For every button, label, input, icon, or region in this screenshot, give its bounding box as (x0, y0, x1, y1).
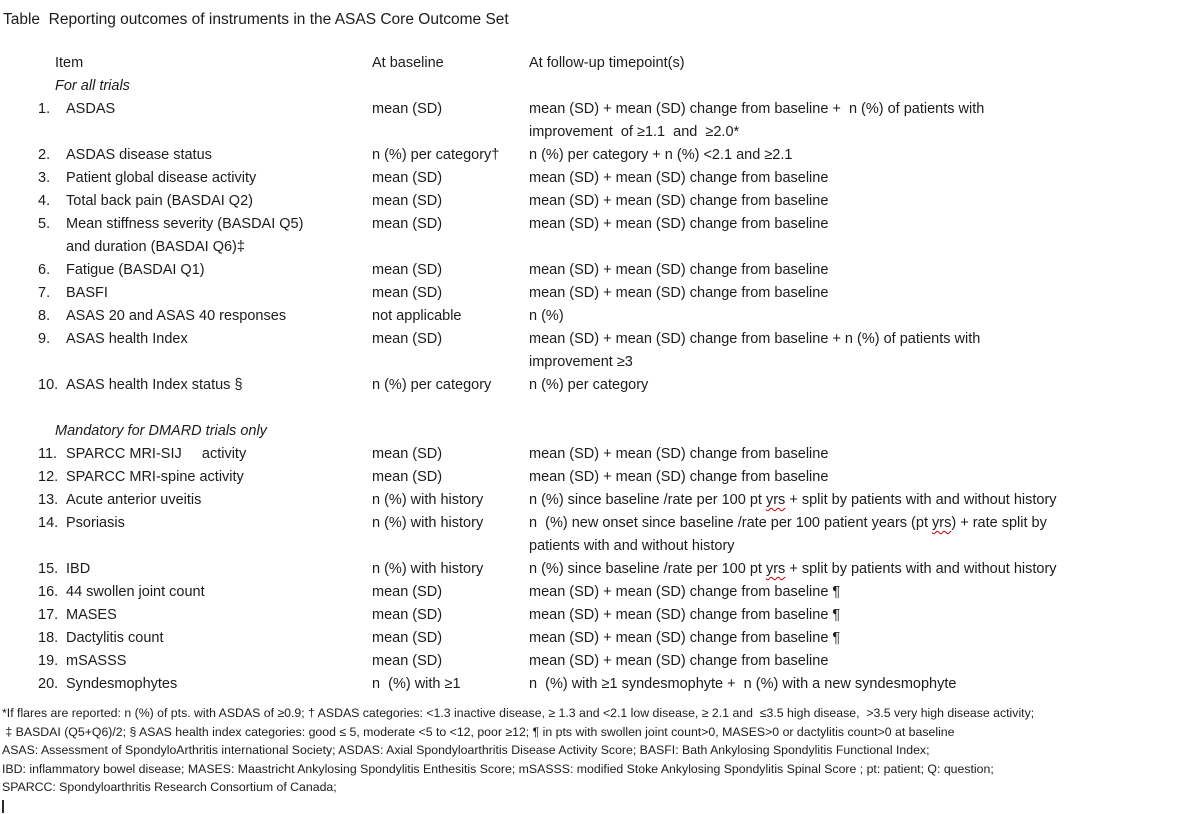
table-row (38, 512, 1195, 558)
text-line: mean (SD) + mean (SD) change from baseline ¶ (529, 630, 841, 646)
text-line: 8. (38, 308, 51, 324)
text-line: 14. (38, 515, 59, 531)
text-line: Acute anterior uveitis (66, 492, 202, 508)
text-line: 12. (38, 469, 59, 485)
section-label (55, 420, 372, 443)
text-line: 6. (38, 262, 51, 278)
row-number (38, 581, 66, 604)
text-line: n (%) per category (529, 377, 649, 393)
text-line: 13. (38, 492, 59, 508)
text-line: mean (SD) + mean (SD) change from baseline (529, 262, 829, 278)
text-line: mean (SD) (372, 285, 443, 301)
baseline-cell (372, 466, 529, 489)
baseline-cell (372, 190, 529, 213)
followup-cell (529, 305, 1195, 328)
followup-cell (529, 98, 1195, 144)
text-line: n (%) per category + n (%) <2.1 and ≥2.1 (529, 147, 793, 163)
footnote-line: SPARCC: Spondyloarthritis Research Consortium of Canada; (2, 780, 337, 794)
baseline-cell (372, 374, 529, 397)
text-line: BASFI (66, 285, 108, 301)
text-line: mean (SD) (372, 262, 443, 278)
table-row (38, 604, 1195, 627)
item-cell (66, 328, 372, 374)
text-line: 19. (38, 653, 59, 669)
text-line: 44 swollen joint count (66, 584, 205, 600)
baseline-cell (372, 305, 529, 328)
text-line: mean (SD) + mean (SD) change from baseline + n (%) of patients with (529, 331, 981, 347)
document-page[interactable] (0, 8, 1195, 814)
spellcheck-squiggle: yrs (932, 515, 952, 531)
text-line: SPARCC MRI-spine activity (66, 469, 244, 485)
item-cell (66, 558, 372, 581)
followup-cell (529, 581, 1195, 604)
footnote-line: ‡ BASDAI (Q5+Q6)/2; § ASAS health index categories: good ≤ 5, moderate <5 to <12, poor ≥12; ¶ in pts with swollen joint count>0, MASES>0 or dactylitis count>0 at baseline (2, 724, 955, 739)
item-cell (66, 512, 372, 558)
text-line: not applicable (372, 308, 462, 324)
text-line: Fatigue (BASDAI Q1) (66, 262, 205, 278)
text-line: 15. (38, 561, 59, 577)
text-line: IBD (66, 561, 91, 577)
followup-cell (529, 443, 1195, 466)
table-row (38, 190, 1195, 213)
text-line: Mean stiffness severity (BASDAI Q5) (66, 216, 304, 232)
table-row (38, 305, 1195, 328)
row-number (38, 144, 66, 167)
row-number (38, 604, 66, 627)
row-number (38, 213, 66, 259)
item-cell (66, 259, 372, 282)
row-number (38, 466, 66, 489)
table-row (38, 213, 1195, 259)
text-line: ASAS health Index (66, 331, 188, 347)
text-line: Dactylitis count (66, 630, 164, 646)
text-line: patients with and without history (529, 538, 735, 554)
text-line: n (%) new onset since baseline /rate per 100 patient years (pt yrs) + rate split by (529, 515, 1047, 531)
row-number (38, 328, 66, 374)
text-line: mean (SD) + mean (SD) change from baseline + n (%) of patients with (529, 101, 985, 117)
text-line: n (%) with ≥1 (372, 676, 461, 692)
followup-cell (529, 650, 1195, 673)
text-line: 17. (38, 607, 59, 623)
baseline-cell (372, 443, 529, 466)
item-cell (66, 673, 372, 696)
followup-cell (529, 213, 1195, 259)
section-row (38, 420, 1195, 443)
item-cell (66, 581, 372, 604)
text-line: Psoriasis (66, 515, 125, 531)
text-line: mean (SD) + mean (SD) change from baseline (529, 653, 829, 669)
section-row (38, 75, 1195, 98)
followup-cell (529, 673, 1195, 696)
text-line: mean (SD) + mean (SD) change from baseline (529, 469, 829, 485)
footnote-line: IBD: inflammatory bowel disease; MASES: Maastricht Ankylosing Spondylitis Enthesitis Score; mSASSS: modified Stoke Ankylosing Spondylitis Spinal Score ; pt: patient; Q: question; (2, 761, 994, 776)
text-cursor (2, 800, 4, 813)
item-cell (66, 190, 372, 213)
text-line: mean (SD) (372, 193, 443, 209)
baseline-cell (372, 673, 529, 696)
text-line: n (%) since baseline /rate per 100 pt yrs + split by patients with and without history (529, 492, 1057, 508)
table-row (38, 167, 1195, 190)
baseline-cell (372, 627, 529, 650)
col-header-item: Item (55, 55, 84, 71)
followup-cell (529, 190, 1195, 213)
section-num-spacer (38, 75, 55, 98)
table-row (38, 328, 1195, 374)
text-line: 7. (38, 285, 51, 301)
header-num-spacer (38, 52, 55, 75)
text-line: mean (SD) + mean (SD) change from baseline (529, 446, 829, 462)
followup-cell (529, 512, 1195, 558)
row-number (38, 98, 66, 144)
text-line: 11. (38, 446, 58, 462)
footnotes (2, 704, 1195, 797)
outcomes-table (38, 52, 1195, 696)
text-line: Syndesmophytes (66, 676, 178, 692)
col-header-baseline: At baseline (372, 55, 444, 71)
text-line: 3. (38, 170, 51, 186)
row-number (38, 558, 66, 581)
baseline-cell (372, 581, 529, 604)
table-row (38, 443, 1195, 466)
baseline-cell (372, 282, 529, 305)
item-cell (66, 144, 372, 167)
row-number (38, 374, 66, 397)
section-num-spacer (38, 420, 55, 443)
text-line: Patient global disease activity (66, 170, 257, 186)
section-baseline-spacer (372, 420, 529, 443)
text-line: For all trials (55, 78, 130, 94)
text-line: mean (SD) (372, 170, 443, 186)
text-line: 1. (38, 101, 51, 117)
followup-cell (529, 489, 1195, 512)
text-line: improvement ≥3 (529, 354, 633, 370)
text-line: n (%) with ≥1 syndesmophyte + n (%) with a new syndesmophyte (529, 676, 957, 692)
table-row (38, 374, 1195, 397)
item-cell (66, 627, 372, 650)
text-line: ASAS 20 and ASAS 40 responses (66, 308, 287, 324)
table-row (38, 581, 1195, 604)
text-line: mean (SD) (372, 331, 443, 347)
text-line: 18. (38, 630, 59, 646)
text-line: n (%) (529, 308, 564, 324)
row-number (38, 190, 66, 213)
item-cell (66, 305, 372, 328)
text-line: n (%) with history (372, 561, 484, 577)
baseline-cell (372, 512, 529, 558)
item-cell (66, 650, 372, 673)
baseline-cell (372, 167, 529, 190)
table-row (38, 144, 1195, 167)
table-header-row (38, 52, 1195, 75)
section-followup-spacer (529, 420, 1195, 443)
text-line: mean (SD) (372, 101, 443, 117)
text-line: ASAS health Index status § (66, 377, 243, 393)
text-line: 2. (38, 147, 51, 163)
table-row (38, 282, 1195, 305)
text-line: mean (SD) (372, 584, 443, 600)
text-line: MASES (66, 607, 117, 623)
text-line: n (%) per category (372, 377, 492, 393)
text-line: SPARCC MRI-SIJ activity (66, 446, 247, 462)
baseline-cell (372, 650, 529, 673)
followup-cell (529, 558, 1195, 581)
text-line: and duration (BASDAI Q6)‡ (66, 239, 245, 255)
item-cell (66, 489, 372, 512)
text-line: ASDAS disease status (66, 147, 212, 163)
text-line: mean (SD) (372, 630, 443, 646)
row-number (38, 673, 66, 696)
item-cell (66, 374, 372, 397)
text-line: n (%) with history (372, 515, 484, 531)
text-line: 4. (38, 193, 51, 209)
text-line: n (%) with history (372, 492, 484, 508)
followup-cell (529, 259, 1195, 282)
text-line: 10. (38, 377, 59, 393)
footnote-line: *If flares are reported: n (%) of pts. with ASDAS of ≥0.9; † ASDAS categories: <1.3 inactive disease, ≥ 1.3 and <2.1 low disease, ≥ 2.1 and ≤3.5 high disease, >3.5 very high disease activity; (2, 706, 1035, 720)
text-line: mean (SD) (372, 469, 443, 485)
item-cell (66, 167, 372, 190)
text-line: Mandatory for DMARD trials only (55, 423, 267, 439)
row-number (38, 627, 66, 650)
item-cell (66, 604, 372, 627)
followup-cell (529, 604, 1195, 627)
spellcheck-squiggle: yrs (765, 492, 786, 508)
followup-cell (529, 167, 1195, 190)
baseline-cell (372, 489, 529, 512)
followup-cell (529, 466, 1195, 489)
followup-cell (529, 627, 1195, 650)
table-row (38, 650, 1195, 673)
followup-cell (529, 328, 1195, 374)
text-line: mean (SD) + mean (SD) change from baseline (529, 193, 829, 209)
table-row (38, 466, 1195, 489)
baseline-cell (372, 604, 529, 627)
row-number (38, 512, 66, 558)
table-body (38, 75, 1195, 696)
section-label (55, 75, 372, 98)
table-row (38, 259, 1195, 282)
section-followup-spacer (529, 75, 1195, 98)
row-number (38, 282, 66, 305)
text-line: mean (SD) + mean (SD) change from baseline ¶ (529, 584, 841, 600)
item-cell (66, 282, 372, 305)
baseline-cell (372, 328, 529, 374)
text-line: mean (SD) (372, 653, 443, 669)
table-row (38, 489, 1195, 512)
item-cell (66, 466, 372, 489)
text-line: improvement of ≥1.1 and ≥2.0* (529, 124, 740, 140)
row-number (38, 489, 66, 512)
baseline-cell (372, 98, 529, 144)
text-line: n (%) per category† (372, 147, 500, 163)
text-line: 5. (38, 216, 51, 232)
text-line: 20. (38, 676, 59, 692)
text-line: 16. (38, 584, 59, 600)
text-line: Total back pain (BASDAI Q2) (66, 193, 253, 209)
item-cell (66, 98, 372, 144)
text-line: mean (SD) + mean (SD) change from baseline (529, 216, 829, 232)
spellcheck-squiggle: yrs (765, 561, 786, 577)
text-line: mSASSS (66, 653, 127, 669)
followup-cell (529, 282, 1195, 305)
baseline-cell (372, 558, 529, 581)
table-row (38, 98, 1195, 144)
table-row (38, 673, 1195, 696)
row-number (38, 443, 66, 466)
text-line: n (%) since baseline /rate per 100 pt yrs + split by patients with and without history (529, 561, 1057, 577)
text-line: mean (SD) (372, 607, 443, 623)
text-line: 9. (38, 331, 51, 347)
item-cell (66, 443, 372, 466)
row-number (38, 650, 66, 673)
item-cell (66, 213, 372, 259)
table-caption: Table Reporting outcomes of instruments in the ASAS Core Outcome Set (3, 11, 509, 28)
row-number (38, 305, 66, 328)
followup-cell (529, 144, 1195, 167)
text-line: mean (SD) (372, 216, 443, 232)
text-line: mean (SD) + mean (SD) change from baseline (529, 170, 829, 186)
col-header-followup: At follow-up timepoint(s) (529, 55, 685, 71)
text-line: mean (SD) + mean (SD) change from baseline ¶ (529, 607, 841, 623)
text-line: ASDAS (66, 101, 116, 117)
baseline-cell (372, 213, 529, 259)
row-number (38, 167, 66, 190)
row-number (38, 259, 66, 282)
baseline-cell (372, 259, 529, 282)
text-line: mean (SD) + mean (SD) change from baseline (529, 285, 829, 301)
baseline-cell (372, 144, 529, 167)
table-row (38, 627, 1195, 650)
followup-cell (529, 374, 1195, 397)
table-row (38, 558, 1195, 581)
footnote-line: ASAS: Assessment of SpondyloArthritis international Society; ASDAS: Axial Spondyloarthritis Disease Activity Score; BASFI: Bath Ankylosing Spondylitis Functional Index; (2, 743, 930, 757)
text-line: mean (SD) (372, 446, 443, 462)
section-baseline-spacer (372, 75, 529, 98)
